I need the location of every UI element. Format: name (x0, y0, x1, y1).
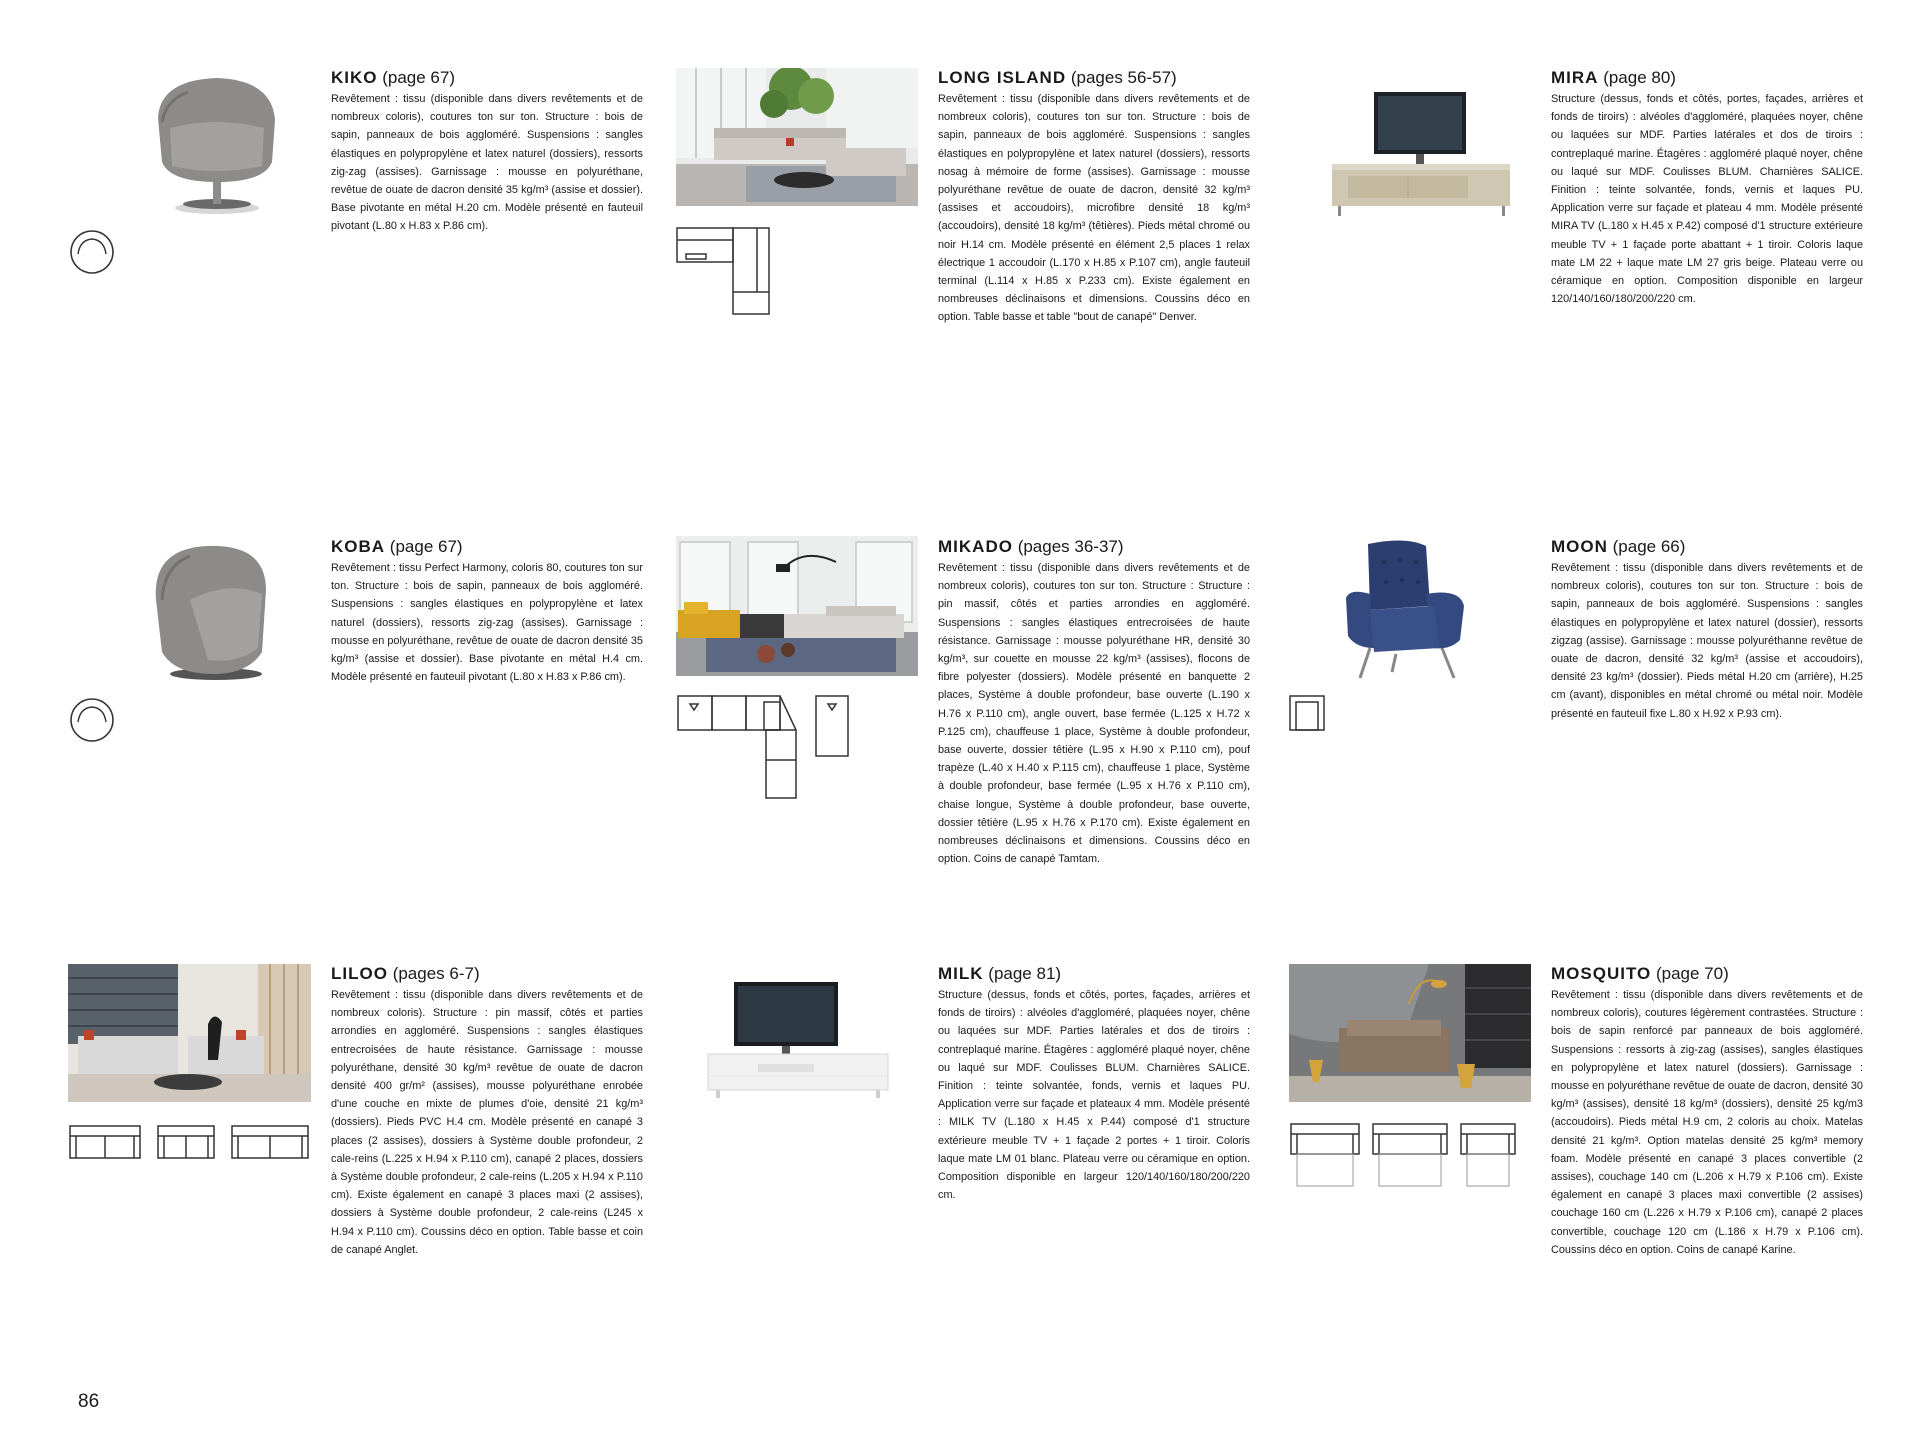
product-name: MOSQUITO (1551, 964, 1652, 983)
product-title (938, 964, 1250, 984)
product-name: MOON (1551, 537, 1608, 556)
product-pages: (page 67) (389, 537, 463, 556)
sofa-plans-icon (68, 1124, 312, 1162)
round-seat-plan-icon (68, 696, 116, 744)
product-description: Revêtement : tissu Perfect Harmony, coloris 80, coutures ton sur ton. Structure : bois de sapin, panneaux de bois aggloméré. Suspensions : sangles élastiques en polypropylène et latex naturel (dossiers), ressorts zig-zag (assises). Garnissage : mousse en polyuréthane, revêtue de ouate de dacron densité 35 kg/m³ (assise et dossier). Base pivotante en métal H.4 cm. Modèle présenté en fauteuil pivotant (L.80 x H.83 x P.86 cm). (331, 562, 643, 684)
product-title (938, 68, 1250, 88)
product-name: LILOO (331, 964, 388, 983)
product-title (938, 537, 1250, 557)
product-title (331, 537, 643, 557)
product-entry-mosquito (1551, 964, 1863, 1259)
grey-sofas-living-room-photo (68, 964, 311, 1102)
product-description: Structure (dessus, fonds et côtés, portes, façades, arrières et fonds de tiroirs) : alvéoles d'aggloméré, plaquées noyer, chêne ou laquées sur MDF. Parties latérales et dos de tiroirs : contreplaqué marine. Étagères : aggloméré plaqué noyer, chêne ou laqué sur MDF. Coulisses BLUM. Charnières SALICE. Finition : teinte solvantée, fonds, vernis et laques PU. Application verre sur façade et plateau 4 mm. Modèle présenté MIRA TV (L.180 x H.45 x P.42) composé d'1 structure extérieure meuble TV + 1 façade porte abattant + 1 tiroir. Coloris laque mate LM 22 + laque mate LM 27 gris beige. Plateau verre ou céramique en option. Composition disponible en largeur 120/140/160/180/200/220 cm. (1551, 93, 1863, 306)
product-title (1551, 68, 1863, 88)
armchair-plan-icon (1288, 694, 1326, 732)
product-pages: (page 81) (988, 964, 1062, 983)
product-description: Revêtement : tissu (disponible dans divers revêtements et de nombreux coloris). Structure : pin massif, côtés et parties arrondies en aggloméré. Suspensions : sangles élastiques entrecroisées de haute résistance. Garnissage : mousse polyuréthane, densité 30 kg/m³ revêtue de ouate de dacron densité 400 gr/m² (assises), mousse polyuréthane enrobée d'une couche en mixte de plumes d'oie, densité 21 kg/m³ (dossiers). Pieds PVC H.4 cm. Modèle présenté en canapé 3 places (2 assises), dossiers à Système double profondeur, 2 cale-reins (L.225 x H.94 x P.110 cm), canapé 2 places, dossiers à Système double profondeur, 2 cale-reins (L.205 x H.94 x P.110 cm). Existe également en canapé 3 places maxi (2 assises), dossiers à Système double profondeur, 2 cale-reins (L245 x H.94 x P.110 cm). Coussins déco en option. Table basse et coin de canapé Anglet. (331, 989, 643, 1256)
round-seat-plan-icon (68, 228, 116, 276)
product-description: Revêtement : tissu (disponible dans divers revêtements et de nombreux coloris), coutures ton sur ton. Structure : Structure : pin massif, côtés et parties arrondies en aggloméré. Suspensions : sangles élastiques entrecroisées de haute résistance. Garnissage : mousse polyuréthane HR, densité 30 kg/m³, sur couette en mousse 22 kg/m³ (assises), flocons de fibre polyester (dossiers). Modèle présenté en banquette 2 places, Système à double profondeur, base ouverte (L.190 x H.76 x P.110 cm), angle ouvert, base fermée (L.125 x H.72 x P.125 cm), chauffeuse 1 place, Système à double profondeur, base ouverte, dossier têtière (L.95 x H.90 x P.110 cm), pouf trapèze (L.40 x H.40 x P.115 cm), chauffeuse 1 place, Système à double profondeur, base fermée (L.95 x H.76 x P.110 cm), chaise longue, Système à double profondeur, base ouverte, dossier têtière (L.95 x H.76 x P.170 cm). Existe également en nombreuses déclinaisons et dimensions. Coussins déco en option. Coins de canapé Tamtam. (938, 562, 1250, 866)
product-name: LONG ISLAND (938, 68, 1067, 87)
taupe-sofa-bed-photo (1289, 964, 1531, 1102)
corner-sofa-plan-icon (676, 226, 776, 316)
product-title (331, 964, 643, 984)
modular-sofa-plan-icon (676, 694, 852, 800)
product-pages: (page 80) (1603, 68, 1676, 87)
product-pages: (page 70) (1655, 964, 1729, 983)
product-description: Structure (dessus, fonds et côtés, portes, façades, arrières et fonds de tiroirs) : alvéoles d'aggloméré, plaquées noyer, chêne ou laquées sur MDF. Parties latérales et dos de tiroirs : contreplaqué marine. Étagères : aggloméré plaqué noyer, chêne ou laqué sur MDF. Coulisses BLUM. Charnières SALICE. Finition : teinte solvantée, fonds, vernis et laques PU. Application verre sur façade et plateaux 4 mm. Modèle présenté : MILK TV (L.180 x H.45 x P.44) composé d'1 structure extérieure meuble TV + 1 façade 2 portes + 1 tiroir. Coloris laque mate LM 01 blanc. Plateau verre ou céramique en option. Composition disponible en largeur 120/140/160/180/200/220 cm. (938, 989, 1250, 1202)
product-entry-long-island (938, 68, 1250, 327)
product-title (331, 68, 643, 88)
product-entry-liloo (331, 964, 643, 1259)
product-description: Revêtement : tissu (disponible dans divers revêtements et de nombreux coloris), coutures ton sur ton. Structure : bois de sapin, panneaux de bois aggloméré. Suspensions : sangles élastiques en polypropylène et latex naturel (dossiers), ressorts zig-zag (assises). Garnissage : mousse en polyuréthane, revêtue de ouate de dacron densité 35 kg/m³ (assise et dossier). Base pivotante en métal H.20 cm. Modèle présenté en fauteuil pivotant (L.80 x H.83 x P.86 cm). (331, 93, 643, 233)
product-entry-mira (1551, 68, 1863, 308)
product-name: MIRA (1551, 68, 1599, 87)
product-entry-koba (331, 537, 643, 686)
product-title (1551, 964, 1863, 984)
corner-sofa-living-room-photo (676, 68, 918, 206)
beige-tv-unit-photo (1328, 86, 1514, 220)
product-name: KIKO (331, 68, 378, 87)
product-pages: (page 67) (382, 68, 456, 87)
white-tv-unit-photo (706, 980, 890, 1102)
product-pages: (pages 6-7) (392, 964, 480, 983)
page-number: 86 (78, 1391, 100, 1412)
product-name: MIKADO (938, 537, 1013, 556)
product-entry-milk (938, 964, 1250, 1204)
product-description: Revêtement : tissu (disponible dans divers revêtements et de nombreux coloris), coutures ton sur ton. Structure : bois de sapin, panneaux de bois aggloméré. Suspensions : sangles élastiques en polypropylène et latex naturel (dossier), ressorts zigzag (assise). Garnissage : mousse polyuréthanne revêtue de ouate de dacron, densité 32 kg/m³ (assise et accoudoirs), densité 23 kg/m³ (dossier). Pieds métal H.20 cm (arrière), H.25 cm (avant), disponibles en métal chromé ou métal noir. Modèle présenté en fauteuil fixe L.80 x H.92 x P.93 cm). (1551, 562, 1863, 720)
sofa-bed-plans-icon (1289, 1122, 1533, 1188)
product-description: Revêtement : tissu (disponible dans divers revêtements et de nombreux coloris), coutures ton sur ton. Structure : bois de sapin, panneaux de bois aggloméré. Suspensions : sangles élastiques en polypropylène et latex naturel (dossiers), ressorts nosag à mémoire de forme (assises). Garnissage : mousse polyuréthane revêtue de ouate de dacron, densité 32 kg/m³ (assises et accoudoirs), microfibre densité 18 kg/m³ (accoudoirs), densité 18 kg/m³ (têtières). Pieds métal chromé ou noir H.14 cm. Modèle présenté en élément 2,5 places 1 relax électrique 1 accoudoir (L.170 x H.85 x P.107 cm), angle fauteuil terminal (L.114 x H.85 x P.233 cm). Existe également en nombreuses déclinaisons et dimensions. Coussins déco en option. Table basse et table "bout de canapé" Denver. (938, 93, 1250, 324)
product-entry-kiko (331, 68, 643, 236)
product-name: KOBA (331, 537, 386, 556)
blue-armchair-photo (1330, 536, 1480, 688)
product-description: Revêtement : tissu (disponible dans divers revêtements et de nombreux coloris), coutures légèrement contrastées. Structure : bois de sapin renforcé par panneaux de bois aggloméré. Suspensions : ressorts à zig-zag (assises), sangles élastiques en polypropylène et latex naturel (dossiers). Garnissage : mousse en polyuréthane revêtue de ouate de dacron, densité 30 kg/m³ (assises), densité 18 kg/m³ (dossiers), densité 25 kg/m3 (accoudoirs). Pieds métal H.9 cm, 2 coloris au choix. Matelas densité 21 kg/m³. Option matelas densité 25 kg/m³ memory foam. Modèle présenté en canapé 3 places convertible (2 assises), couchage 140 cm (L.206 x H.79 x P.106 cm). Existe également en canapé 3 places maxi convertible (2 assises) couchage 160 cm (L.226 x H.79 x P.106 cm), canapé 2 places convertible, couchage 120 cm (L.186 x H.79 x P.106 cm). Coussins déco en option. Coins de canapé Karine. (1551, 989, 1863, 1256)
product-entry-moon (1551, 537, 1863, 723)
product-entry-mikado (938, 537, 1250, 868)
product-title (1551, 537, 1863, 557)
grey-round-armchair-photo (138, 540, 288, 686)
product-pages: (pages 56-57) (1070, 68, 1177, 87)
product-pages: (pages 36-37) (1017, 537, 1124, 556)
modular-sofa-living-room-photo (676, 536, 918, 676)
grey-swivel-armchair-photo (132, 70, 302, 220)
product-name: MILK (938, 964, 984, 983)
product-pages: (page 66) (1612, 537, 1686, 556)
